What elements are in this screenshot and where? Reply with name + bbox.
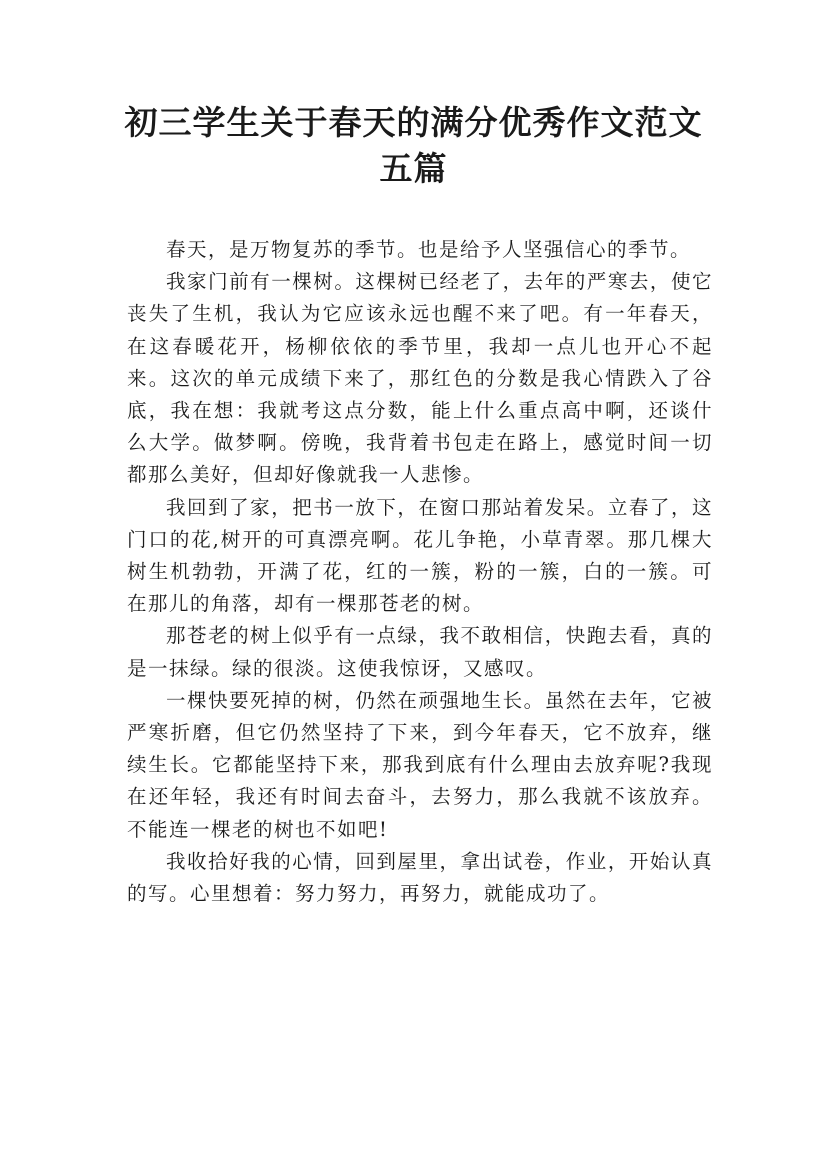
paragraph-1: 春天，是万物复苏的季节。也是给予人坚强信心的季节。 <box>166 238 692 261</box>
essay-body <box>127 234 713 910</box>
paragraph-5: 一棵快要死掉的树，仍然在顽强地生长。虽然在去年，它被严寒折磨，但它仍然坚持了下来，到今年春天，它不放弃，继续生长。它都能坚持下来，那我到底有什么理由去放弃呢?我现在还年轻，我还有时间去奋斗，去努力，那么我就不该放弃。不能连一棵老的树也不如吧! <box>127 688 713 841</box>
document-title: 初三学生关于春天的满分优秀作文范文五篇 <box>124 103 703 188</box>
paragraph-6: 我收拾好我的心情，回到屋里，拿出试卷，作业，开始认真的写。心里想着：努力努力，再努力，就能成功了。 <box>127 849 713 906</box>
paragraph-3: 我回到了家，把书一放下，在窗口那站着发呆。立春了，这门口的花,树开的可真漂亮啊。花儿争艳，小草青翠。那几棵大树生机勃勃，开满了花，红的一簇，粉的一簇，白的一簇。可在那儿的角落，却有一棵那苍老的树。 <box>127 495 713 616</box>
paragraph-4: 那苍老的树上似乎有一点绿，我不敢相信，快跑去看，真的是一抹绿。绿的很淡。这使我惊讶，又感叹。 <box>127 624 713 680</box>
paragraph-2: 我家门前有一棵树。这棵树已经老了，去年的严寒去，使它丧失了生机，我认为它应该永远也醒不来了吧。有一年春天，在这春暖花开，杨柳依依的季节里，我却一点儿也开心不起来。这次的单元成绩下来了，那红色的分数是我心情跌入了谷底，我在想：我就考这点分数，能上什么重点高中啊，还谈什么大学。做梦啊。傍晚，我背着书包走在路上，感觉时间一切都那么美好，但却好像就我一人悲惨。 <box>127 270 713 487</box>
